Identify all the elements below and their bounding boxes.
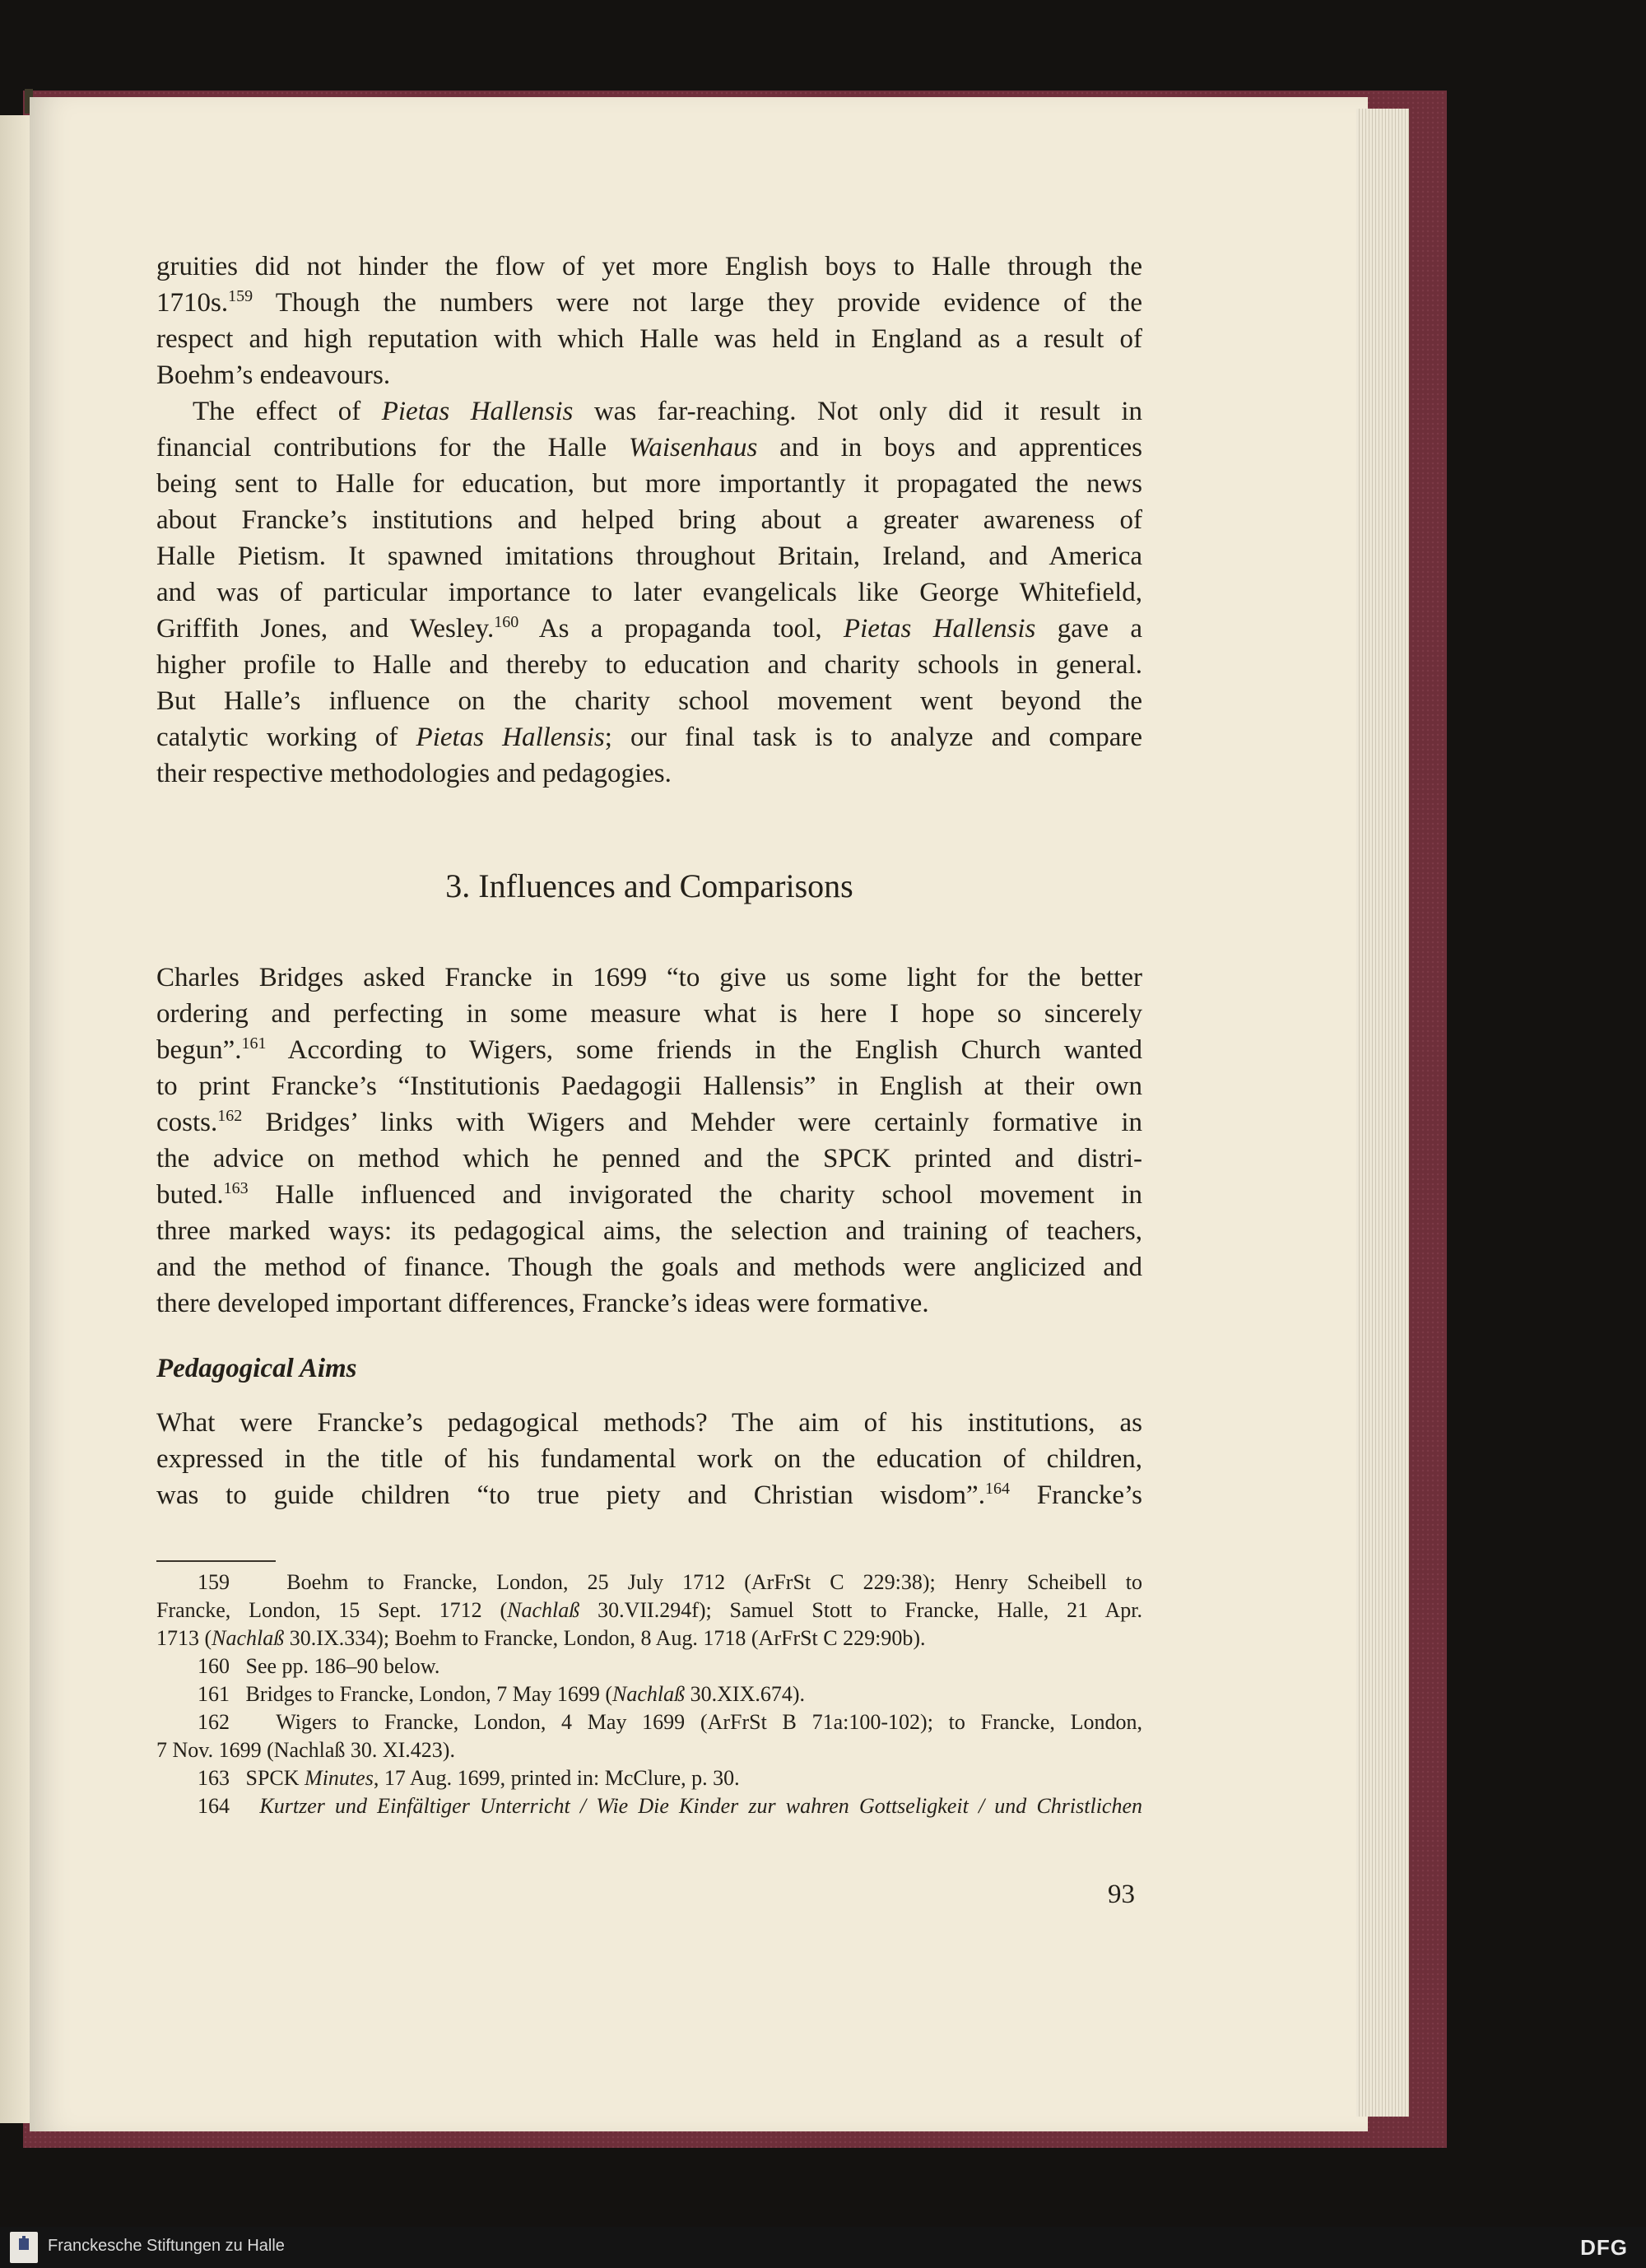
footnote-161: 161 Bridges to Francke, London, 7 May 1699 (Nachlaß 30.XIX.674). (198, 1682, 806, 1706)
paragraph-4 (156, 1405, 1142, 1513)
footnote-ref: 161 (241, 1034, 267, 1053)
footnote-ref: 159 (228, 287, 253, 305)
text-line: What were Francke’s pedagogical methods? The aim of his institutions, as (156, 1408, 1142, 1438)
text-line: costs.$^{162}$ Bridges’ links with Wigers and Mehder were certainly formative in (156, 1107, 1142, 1137)
text-line: expressed in the title of his fundamental work on the education of children, (156, 1444, 1142, 1474)
dfg-logo: DFG (1580, 2235, 1628, 2260)
paragraph-3 (156, 960, 1142, 1322)
footnote-ref: 160 (494, 613, 519, 631)
text-line: Griffith Jones, and Wesley.$^{160}$ As a propaganda tool, Pietas Hallensis gave a (156, 613, 1142, 644)
text-line: gruities did not hinder the flow of yet more English boys to Halle through the (156, 252, 1142, 281)
text-line: and was of particular importance to later evangelicals like George Whitefield, (156, 578, 1142, 607)
text-line: their respective methodologies and pedagogies. (156, 759, 672, 788)
crest-icon (15, 2235, 33, 2253)
text-line: the advice on method which he penned and the SPCK printed and distri- (156, 1144, 1142, 1174)
text-line: to print Francke’s “Institutionis Paedagogii Hallensis” in English at their own (156, 1071, 1142, 1101)
text-line: about Francke’s institutions and helped bring about a greater awareness of (156, 505, 1142, 535)
text-line: higher profile to Halle and thereby to education and charity schools in general. (156, 650, 1142, 680)
text-line: ordering and perfecting in some measure what is here I hope so sincerely (156, 999, 1142, 1029)
footnote-ref: 164 (984, 1480, 1010, 1498)
footnote-162: 162 Wigers to Francke, London, 4 May 1699 (ArFrSt B 71a:100-102); to Francke, London, 7 Nov. 1699 (Nachlaß 30. XI.423). (156, 1710, 1142, 1762)
text-line: begun”.$^{161}$ According to Wigers, some friends in the English Church wanted (156, 1034, 1142, 1065)
facing-page-edge (0, 115, 33, 2123)
text-line: was to guide children “to true piety and Christian wisdom”.$^{164}$ Francke’s (156, 1480, 1143, 1510)
page-number: 93 (1108, 1880, 1135, 1909)
paragraph-2 (156, 393, 1142, 792)
text-line: and the method of finance. Though the goals and methods were anglicized and (156, 1253, 1142, 1282)
text-line: there developed important differences, Francke’s ideas were formative. (156, 1289, 929, 1318)
footnote-divider (156, 1560, 276, 1562)
text-line: The effect of Pietas Hallensis was far-reaching. Not only did it result in (193, 397, 1142, 426)
text-line: Boehm’s endeavours. (156, 360, 391, 390)
page-block-edges (1356, 109, 1409, 2117)
text-line: buted.$^{163}$ Halle influenced and invigorated the charity school movement in (156, 1179, 1142, 1210)
subsection-heading: Pedagogical Aims (156, 1354, 357, 1383)
footnote-ref: 163 (223, 1179, 249, 1197)
footnote-160: 160 See pp. 186–90 below. (198, 1654, 440, 1678)
footnote-163: 163 SPCK Minutes, 17 Aug. 1699, printed in: McClure, p. 30. (198, 1766, 740, 1790)
text-line: financial contributions for the Halle Waisenhaus and in boys and apprentices (156, 433, 1142, 462)
footnote-159: 159 Boehm to Francke, London, 25 July 1712 (ArFrSt C 229:38); Henry Scheibell to Francke, London, 15 Sept. 1712 (Nachlaß 30.VII.294f); Samuel Stott to Francke, Halle, 21 Apr. 1713 (Nachlaß 30.IX.334); Boehm to Francke, London, 8 Aug. 1718 (ArFrSt C 229:90b). (156, 1570, 1142, 1650)
text-line: being sent to Halle for education, but more importantly it propagated the news (156, 469, 1142, 499)
text-line: 1710s.$^{159}$ Though the numbers were not large they provide evidence of the (156, 287, 1142, 318)
section-heading: 3. Influences and Comparisons (445, 867, 853, 904)
text-line: respect and high reputation with which Halle was held in England as a result of (156, 324, 1142, 354)
text-line: catalytic working of Pietas Hallensis; our final task is to analyze and compare (156, 723, 1142, 752)
footnotes (156, 1569, 1142, 1820)
footnote-164: 164 Kurtzer und Einfältiger Unterricht / Wie Die Kinder zur wahren Gottseligkeit / und Christlichen (198, 1794, 1142, 1818)
footer-institution-name[interactable]: Franckesche Stiftungen zu Halle (48, 2237, 285, 2255)
text-line: But Halle’s influence on the charity school movement went beyond the (156, 686, 1142, 716)
text-line: Halle Pietism. It spawned imitations throughout Britain, Ireland, and America (156, 541, 1142, 571)
footnote-ref: 162 (217, 1107, 243, 1125)
text-line: Charles Bridges asked Francke in 1699 “to give us some light for the better (156, 963, 1142, 992)
text-line: three marked ways: its pedagogical aims, the selection and training of teachers, (156, 1216, 1142, 1246)
paragraph-1 (156, 249, 1142, 393)
